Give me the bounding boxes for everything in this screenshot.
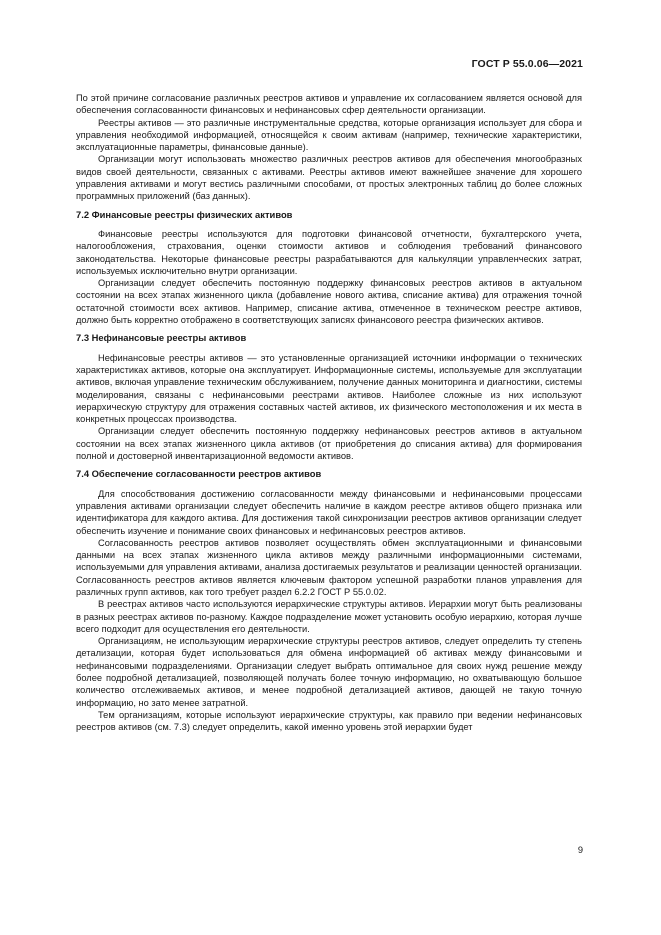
section-heading-7-2: 7.2 Финансовые реестры физических активов xyxy=(76,208,293,220)
standard-header: ГОСТ Р 55.0.06—2021 xyxy=(471,58,583,70)
paragraph: Финансовые реестры используются для подготовки финансовой отчетности, бухгалтерского учета, налогообложения, страхования, оценки стоимости активов и соблюдения требований финансового законодательства. Некоторые финансовые реестры разрабатываются для калькуляции управленческих затрат, используемых исключительно внутри организации. xyxy=(76,228,582,276)
paragraph: Организации следует обеспечить постоянную поддержку финансовых реестров активов в актуальном состоянии на всех этапах жизненного цикла (добавление нового актива, списание актива) для отражения точной остаточной стоимости всех активов. Например, списание актива, отмеченное в техническом реестре активов, должно быть корректно отображено в соответствующих записях финансового реестра физических активов. xyxy=(76,278,582,326)
page-number: 9 xyxy=(577,845,583,855)
page-content xyxy=(76,92,582,734)
section-heading-7-3: 7.3 Нефинансовые реестры активов xyxy=(76,332,247,344)
section-heading-7-4: 7.4 Обеспечение согласованности реестров активов xyxy=(76,468,322,480)
paragraph: В реестрах активов часто используются иерархические структуры активов. Иерархии могут быть реализованы в разных реестрах активов по-разному. Каждое подразделение может установить особую иерархию, которая лучше всего подходит для осуществления его деятельности. xyxy=(76,599,582,634)
paragraph: Нефинансовые реестры активов — это установленные организацией источники информации о технических характеристиках активов, которые она эксплуатирует. Информационные системы, используемые для эксплуатации активов, включая управление техническим обслуживанием, получение данных мониторинга и диагностики, системы моделирования, связаны с нефинансовыми реестрами активов. Наиболее сложные из них используют иерархическую структуру для отражения составных частей активов, их физического местоположения и их места в конкретных процессах производства. xyxy=(76,352,582,425)
paragraph: Реестры активов — это различные инструментальные средства, которые организация использует для сбора и управления необходимой информацией, относящейся к своим активам (например, технические характеристики, эксплуатационные параметры, финансовые данные). xyxy=(76,117,582,153)
paragraph: Организации следует обеспечить постоянную поддержку нефинансовых реестров активов в актуальном состоянии на всех этапах жизненного цикла активов (от приобретения до списания актива) для формирования полной и достоверной инвентаризационной ведомости активов. xyxy=(76,426,582,462)
paragraph: Организации могут использовать множество различных реестров активов для обеспечения многообразных видов своей деятельности, связанных с активами. Реестры активов имеют важнейшее значение для хорошего управления активами и могут вестись различными способами, от простых электронных таблиц до более сложных программных приложений (баз данных). xyxy=(76,154,582,202)
paragraph: Для способствования достижению согласованности между финансовыми и нефинансовыми процессами управления активами организации следует обеспечить наличие в каждом реестре активов общего признака или идентификатора для каждого актива. Для достижения такой синхронизации реестров активов организации следует обеспечить изучение и понимание своих финансовых и нефинансовых реестров активов. xyxy=(76,488,582,536)
paragraph: Тем организациям, которые используют иерархические структуры, как правило при ведении нефинансовых реестров активов (см. 7.3) следует определить, какой именно уровень этой иерархии будет xyxy=(76,709,582,733)
paragraph: Согласованность реестров активов позволяет осуществлять обмен эксплуатационными и финансовыми данными на всех этапах жизненного цикла активов между различными информационными системами, используемыми для управления активами, анализа достигаемых результатов и реализации ценностей организации. Согласованность реестров активов является ключевым фактором успешной разработки планов управления для различных групп активов, как того требует раздел 6.2.2 ГОСТ Р 55.0.02. xyxy=(76,537,582,597)
paragraph: По этой причине согласование различных реестров активов и управление их согласованием является основой для обеспечения согласованности финансовых и нефинансовых сфер деятельности организации. xyxy=(76,93,582,116)
paragraph: Организациям, не использующим иерархические структуры реестров активов, следует определить ту степень детализации, которая будет использоваться для обмена информацией об активах между финансовыми и нефинансовыми подразделениями. Организации следует выбрать оптимальное для своих нужд решение между более подробной детализацией, позволяющей получать более точную информацию, но охватывающую большое количество отслеживаемых активов, и менее подробной детализацией активов, дающей не такую точную информацию, но зато менее затратной. xyxy=(76,636,582,708)
